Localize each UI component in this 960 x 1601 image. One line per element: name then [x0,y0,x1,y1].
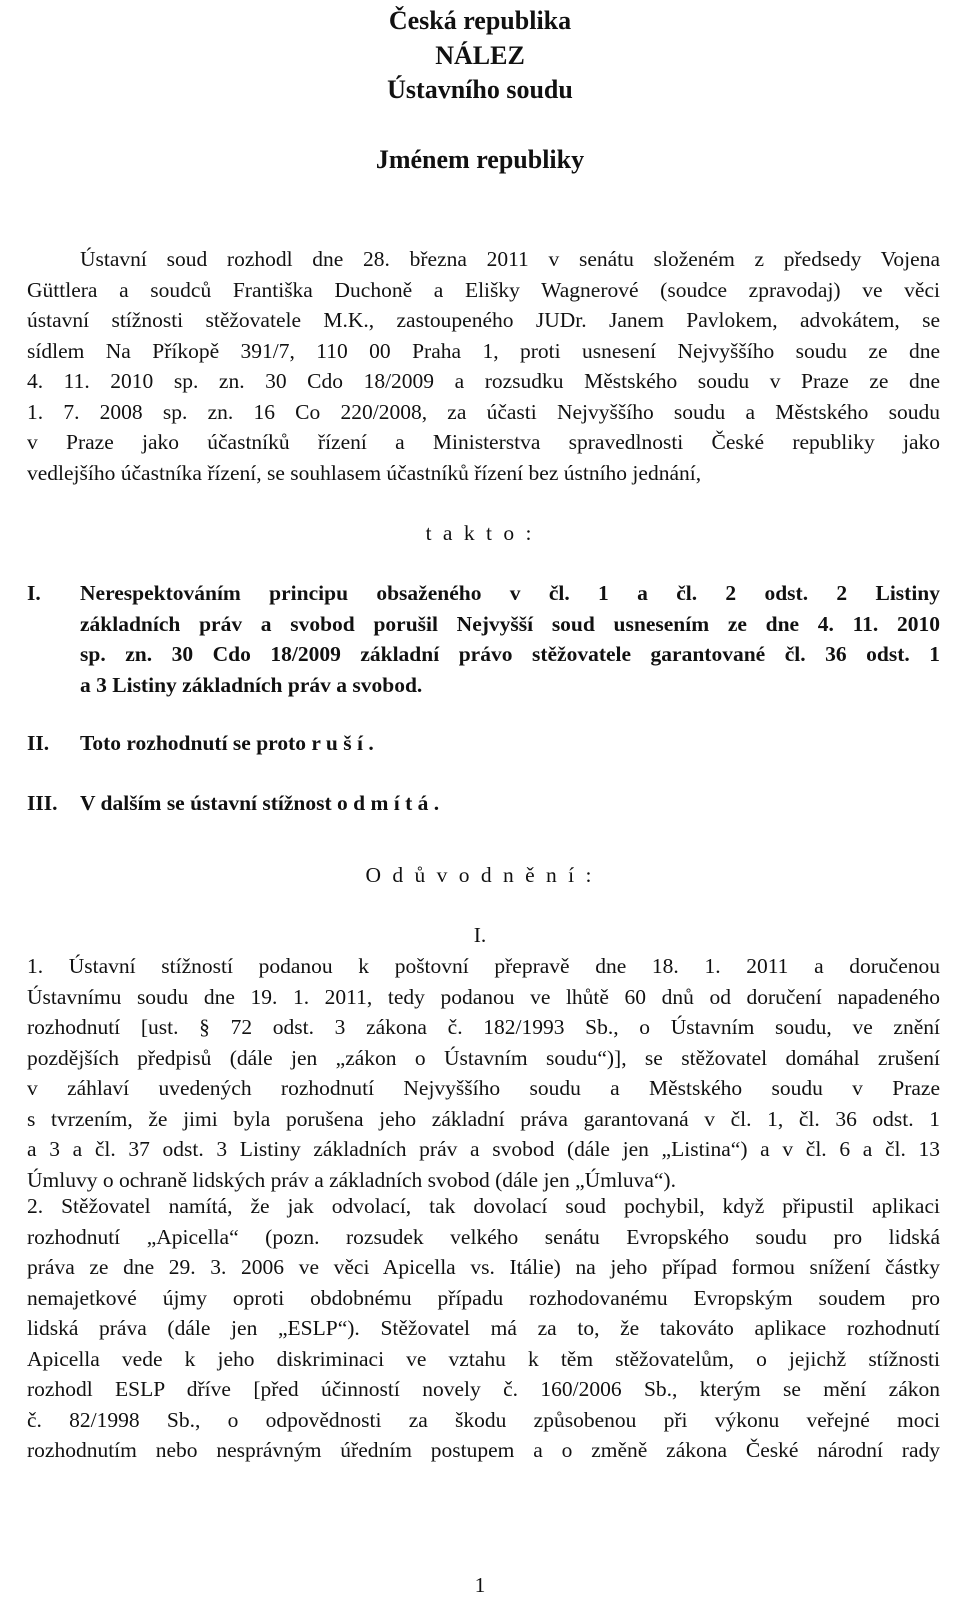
paragraph-line: v záhlaví uvedených rozhodnutí Nejvyššího soudu a Městského soudu v Praze [27,1076,940,1100]
verdict-number: I. [27,581,41,605]
paragraph-line: rozhodl ESLP dříve [před účinností novely č. 160/2006 Sb., kterým se mění zákon [27,1377,940,1401]
paragraph-line: rozhodnutím nebo nesprávným úředním postupem a o změně zákona České národní rady [27,1438,940,1462]
verdict-line: Nerespektováním principu obsaženého v čl. 1 a čl. 2 odst. 2 Listiny [80,581,940,605]
verdict-item-2 [27,728,940,759]
paragraph-line: s tvrzením, že jimi byla porušena jeho základní práva garantovaná v čl. 1, čl. 36 odst. 1 [27,1106,940,1131]
paragraph-line: rozhodnutí „Apicella“ (pozn. rozsudek velkého senátu Evropského soudu pro lidská [27,1224,940,1249]
paragraph-line: č. 82/1998 Sb., o odpovědnosti za škodu způsobenou při výkonu veřejné moci [27,1407,940,1432]
paragraph-line: 2. Stěžovatel namítá, že jak odvolací, tak dovolací soud pochybil, když připustil aplikaci [27,1194,940,1218]
takto-heading: t a k t o : [425,521,535,545]
verdict-item-3 [27,788,940,819]
paragraph-line: 1. Ústavní stížností podanou k poštovní přepravě dne 18. 1. 2011 a doručenou [27,954,940,978]
intro-paragraph [27,244,940,488]
paragraph-1 [27,951,940,1195]
paragraph-line: a 3 a čl. 37 odst. 3 Listiny základních práv a svobod (dále jen „Listina“) a v čl. 6 a čl. 13 [27,1137,940,1161]
paragraph-line: Ústavnímu soudu dne 19. 1. 2011, tedy podanou ve lhůtě 60 dnů od doručení napadeného [27,984,940,1009]
paragraph-line: lidská práva (dále jen „ESLP“). Stěžovatel má za to, že takováto aplikace rozhodnutí [27,1316,940,1340]
verdict-line: Toto rozhodnutí se proto r u š í . [80,731,374,755]
verdict-number: II. [27,731,50,755]
verdict-line: a 3 Listiny základních práv a svobod. [80,672,423,697]
header-country: Česká republika [388,6,572,35]
section-number: I. [473,923,487,947]
paragraph-line: Úmluvy o ochraně lidských práv a základních svobod (dále jen „Úmluva“). [27,1167,676,1192]
paragraph-line: pozdějších předpisů (dále jen „zákon o Ústavním soudu“)], se stěžovatel domáhal zrušení [27,1045,940,1070]
verdict-item-1 [27,578,940,700]
paragraph-line: nemajetkové újmy oproti obdobnému případu rozhodovanému Evropským soudem pro [27,1285,940,1310]
paragraph-line: Apicella vede k jeho diskriminaci ve vztahu k těm stěžovatelům, o jejichž stížnosti [27,1346,940,1371]
intro-line: Güttlera a soudců Františka Duchoně a Elišky Wagnerové (soudce zpravodaj) ve věci [27,277,940,302]
verdict-line: základních práv a svobod porušil Nejvyšší soud usnesením ze dne 4. 11. 2010 [80,611,940,636]
intro-line: vedlejšího účastníka řízení, se souhlasem účastníků řízení bez ústního jednání, [27,460,702,485]
paragraph-line: rozhodnutí [ust. § 72 odst. 3 zákona č. 182/1993 Sb., o Ústavním soudu, ve znění [27,1015,940,1039]
header-court: Ústavního soudu [387,75,573,104]
intro-line: v Praze jako účastníků řízení a Ministerstva spravedlnosti České republiky jako [27,430,940,454]
verdict-line: V dalším se ústavní stížnost o d m í t á . [80,791,440,815]
verdict-number: III. [27,791,58,815]
intro-line: 4. 11. 2010 sp. zn. 30 Cdo 18/2009 a rozsudku Městského soudu v Praze ze dne [27,369,940,393]
verdict-line: sp. zn. 30 Cdo 18/2009 základní právo stěžovatele garantované čl. 36 odst. 1 [80,642,940,666]
paragraph-2 [27,1191,940,1466]
intro-line: Ústavní soud rozhodl dne 28. března 2011 v senátu složeném z předsedy Vojena [80,247,940,271]
intro-line: ústavní stížnosti stěžovatele M.K., zastoupeného JUDr. Janem Pavlokem, advokátem, se [27,308,940,332]
intro-line: sídlem Na Příkopě 391/7, 110 00 Praha 1, proti usnesení Nejvyššího soudu ze dne [27,338,940,363]
reasoning-heading: O d ů v o d n ě n í : [365,863,595,887]
page-number: 1 [474,1573,486,1597]
paragraph-line: práva ze dne 29. 3. 2006 ve věci Apicella vs. Itálie) na jeho případ formou snížení částky [27,1255,940,1279]
header-nalez: NÁLEZ [435,41,525,70]
header-republic: Jménem republiky [375,145,585,174]
intro-line: 1. 7. 2008 sp. zn. 16 Co 220/2008, za účasti Nejvyššího soudu a Městského soudu [27,399,940,424]
